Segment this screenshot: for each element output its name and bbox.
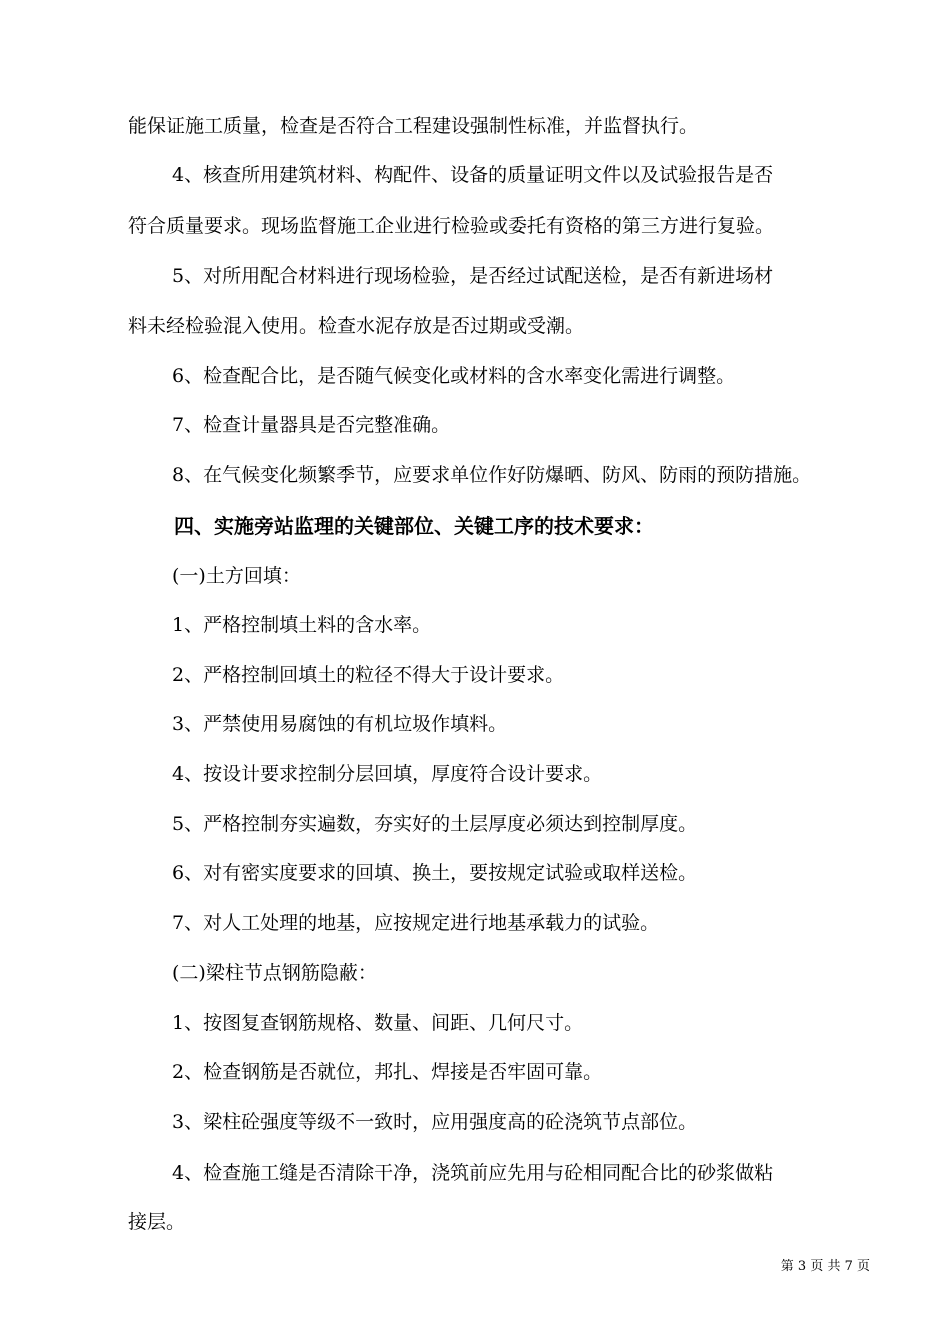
earthwork-item-2: 2、严格控制回填土的粒径不得大于设计要求。 <box>172 664 565 686</box>
item-8: 8、在气候变化频繁季节，应要求单位作好防爆晒、防风、防雨的预防措施。 <box>172 464 812 486</box>
earthwork-item-6: 6、对有密实度要求的回填、换土，要按规定试验或取样送检。 <box>172 862 698 884</box>
section-heading-4: 四、实施旁站监理的关键部位、关键工序的技术要求： <box>174 514 654 538</box>
item-6: 6、检查配合比，是否随气候变化或材料的含水率变化需进行调整。 <box>172 365 736 387</box>
beam-item-4-line-1: 4、检查施工缝是否清除干净，浇筑前应先用与砼相同配合比的砂浆做粘 <box>172 1162 774 1184</box>
earthwork-item-5: 5、严格控制夯实遍数，夯实好的土层厚度必须达到控制厚度。 <box>172 813 698 835</box>
subsection-earthwork: (一)土方回填： <box>172 565 301 587</box>
beam-item-4-line-2: 接层。 <box>128 1211 186 1233</box>
page-number-footer: 第 3 页 共 7 页 <box>780 1259 870 1274</box>
item-5-line-2: 料未经检验混入使用。检查水泥存放是否过期或受潮。 <box>128 315 585 337</box>
paragraph-continuation: 能保证施工质量，检查是否符合工程建设强制性标准，并监督执行。 <box>128 115 699 137</box>
beam-item-2: 2、检查钢筋是否就位，邦扎、焊接是否牢固可靠。 <box>172 1061 603 1083</box>
item-4-line-1: 4、核查所用建筑材料、构配件、设备的质量证明文件以及试验报告是否 <box>172 164 774 186</box>
earthwork-item-1: 1、严格控制填土料的含水率。 <box>172 614 432 636</box>
item-5-line-1: 5、对所用配合材料进行现场检验，是否经过试配送检，是否有新进场材 <box>172 265 774 287</box>
beam-item-1: 1、按图复查钢筋规格、数量、间距、几何尺寸。 <box>172 1012 584 1034</box>
subsection-beam-column: (二)梁柱节点钢筋隐蔽： <box>172 962 377 984</box>
earthwork-item-7: 7、对人工处理的地基，应按规定进行地基承载力的试验。 <box>172 912 660 934</box>
item-7: 7、检查计量器具是否完整准确。 <box>172 414 451 436</box>
earthwork-item-4: 4、按设计要求控制分层回填，厚度符合设计要求。 <box>172 763 603 785</box>
earthwork-item-3: 3、严禁使用易腐蚀的有机垃圾作填料。 <box>172 713 508 735</box>
beam-item-3: 3、梁柱砼强度等级不一致时，应用强度高的砼浇筑节点部位。 <box>172 1111 698 1133</box>
item-4-line-2: 符合质量要求。现场监督施工企业进行检验或委托有资格的第三方进行复验。 <box>128 215 775 237</box>
